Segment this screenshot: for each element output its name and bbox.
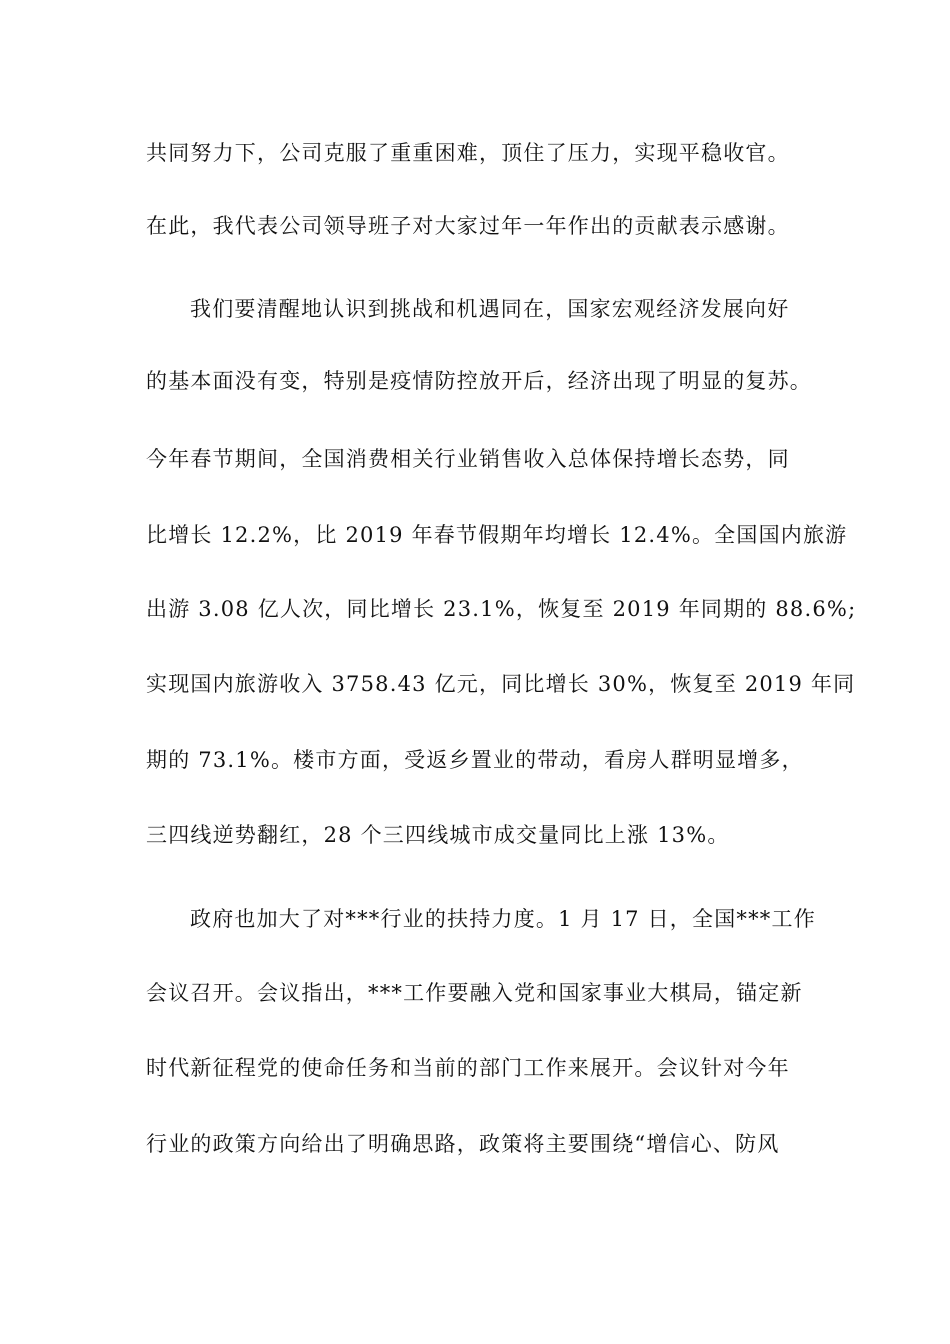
paragraph-2-line-6: 实现国内旅游收入 3758.43 亿元，同比增长 30%，恢复至 2019 年同 (146, 672, 856, 696)
paragraph-2-line-8: 三四线逆势翻红，28 个三四线城市成交量同比上涨 13%。 (146, 823, 730, 847)
paragraph-2-line-2: 的基本面没有变，特别是疫情防控放开后，经济出现了明显的复苏。 (146, 369, 812, 393)
paragraph-2-line-5: 出游 3.08 亿人次，同比增长 23.1%，恢复至 2019 年同期的 88.6%; (146, 597, 857, 621)
paragraph-2-line-3: 今年春节期间，全国消费相关行业销售收入总体保持增长态势，同 (146, 447, 790, 471)
paragraph-1-line-1: 共同努力下，公司克服了重重困难，顶住了压力，实现平稳收官。 (146, 141, 790, 165)
paragraph-1-line-2: 在此，我代表公司领导班子对大家过年一年作出的贡献表示感谢。 (146, 214, 790, 238)
paragraph-2-line-7: 期的 73.1%。楼市方面，受返乡置业的带动，看房人群明显增多， (146, 748, 804, 772)
paragraph-2-line-1: 我们要清醒地认识到挑战和机遇同在，国家宏观经济发展向好 (190, 297, 790, 321)
paragraph-3-line-1: 政府也加大了对***行业的扶持力度。1 月 17 日，全国***工作 (190, 907, 816, 931)
paragraph-3-line-2: 会议召开。会议指出，***工作要融入党和国家事业大棋局，锚定新 (146, 981, 803, 1005)
paragraph-3-line-3: 时代新征程党的使命任务和当前的部门工作来展开。会议针对今年 (146, 1056, 790, 1080)
paragraph-3-line-4: 行业的政策方向给出了明确思路，政策将主要围绕“增信心、防风 (146, 1132, 780, 1156)
paragraph-2-line-4: 比增长 12.2%，比 2019 年春节假期年均增长 12.4%。全国国内旅游 (146, 523, 848, 547)
